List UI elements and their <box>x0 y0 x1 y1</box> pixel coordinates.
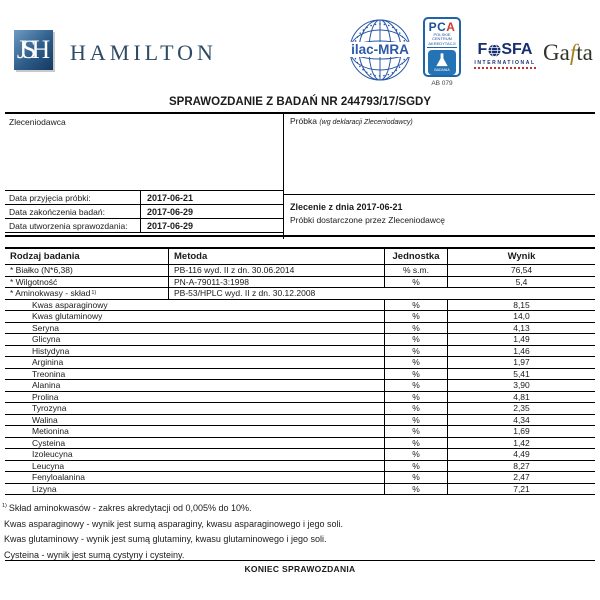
test-unit: % <box>384 403 447 414</box>
date-row <box>5 204 283 218</box>
test-name: Izoleucyna <box>32 449 73 460</box>
ilac-globe-icon <box>348 17 412 83</box>
test-result: 2,35 <box>447 403 595 414</box>
test-method: PN-A-79011-3:1998 <box>168 277 384 288</box>
result-row <box>5 449 595 461</box>
result-row <box>5 392 595 404</box>
date-value: 2017-06-21 <box>147 192 194 203</box>
test-unit: % <box>384 346 447 357</box>
pca-scope: BADANIA <box>434 68 450 73</box>
dates-table <box>5 190 283 233</box>
date-label: Data utworzenia sprawozdania: <box>5 219 141 232</box>
test-name: Kwas glutaminowy <box>32 311 103 322</box>
order-date: Zlecenie z dnia 2017-06-21 <box>290 202 403 212</box>
result-row <box>5 415 595 427</box>
jsh-logo <box>14 30 53 70</box>
date-label: Data zakończenia badań: <box>5 205 141 218</box>
pca-word: PCA <box>428 20 456 34</box>
test-name: Glicyna <box>32 334 61 345</box>
results-rows <box>5 265 595 495</box>
test-unit: % <box>384 380 447 391</box>
test-result: 8,15 <box>447 300 595 311</box>
fosfa-word: F SFA <box>477 41 533 58</box>
test-unit: % <box>384 484 447 495</box>
flask-icon <box>431 52 453 69</box>
test-name: * Wilgotność <box>10 276 58 287</box>
delivery-note: Próbki dostarczone przez Zleceniodawcę <box>290 215 445 225</box>
test-result: 4,49 <box>447 449 595 460</box>
footnote-line: Kwas asparaginowy - wynik jest sumą asparaginy, kwasu asparaginowego i jego soli. <box>4 518 344 529</box>
date-label: Data przyjęcia próbki: <box>5 191 141 204</box>
test-result: 1,69 <box>447 426 595 437</box>
end-of-report-label: KONIEC SPRAWOZDANIA <box>244 564 356 574</box>
test-result: 7,21 <box>447 484 595 495</box>
test-result: 5,4 <box>447 277 595 288</box>
test-name: Lizyna <box>32 483 57 494</box>
test-result: 3,90 <box>447 380 595 391</box>
result-row <box>5 369 595 381</box>
result-row <box>5 484 595 496</box>
result-row <box>5 334 595 346</box>
test-name: Histydyna <box>32 345 70 356</box>
test-name: Leucyna <box>32 460 65 471</box>
test-unit: % <box>384 438 447 449</box>
test-result: 5,41 <box>447 369 595 380</box>
test-method: PB-116 wyd. II z dn. 30.06.2014 <box>168 265 384 276</box>
test-unit: % <box>384 311 447 322</box>
gafta-wheat-f: f <box>569 40 577 65</box>
jsh-monogram: JSH <box>16 35 46 64</box>
sample-header: Próbka (wg deklaracji Zleceniodawcy) <box>290 116 413 126</box>
test-unit: % s.m. <box>384 265 447 276</box>
header-rodzaj-badania: Rodzaj badania <box>10 251 80 262</box>
result-row <box>5 380 595 392</box>
results-header-row <box>5 249 595 265</box>
test-unit: % <box>384 323 447 334</box>
result-row <box>5 323 595 335</box>
test-unit: % <box>384 392 447 403</box>
test-unit: % <box>384 357 447 368</box>
test-result: 14,0 <box>447 311 595 322</box>
test-method: PB-53/HPLC wyd. II z dn. 30.12.2008 <box>168 288 384 299</box>
ilac-mra-stamp <box>348 17 412 88</box>
test-name: Treonina <box>32 368 66 379</box>
pca-badge <box>428 50 456 75</box>
pca-accreditation-number: AB 079 <box>431 80 453 87</box>
header-metoda: Metoda <box>168 249 384 264</box>
report-title: SPRAWOZDANIE Z BADAŃ NR 244793/17/SGDY <box>168 96 431 108</box>
test-unit <box>384 288 447 299</box>
test-name: Arginina <box>32 357 64 368</box>
test-unit: % <box>384 277 447 288</box>
info-section <box>5 112 595 237</box>
date-value: 2017-06-29 <box>147 206 194 217</box>
ilac-label: ilac-MRA <box>351 42 409 57</box>
date-row <box>5 190 283 204</box>
test-result: 1,46 <box>447 346 595 357</box>
pca-logo <box>423 17 461 77</box>
test-unit: % <box>384 426 447 437</box>
test-name: Fenyloalanina <box>32 472 85 483</box>
result-row <box>5 357 595 369</box>
result-row <box>5 403 595 415</box>
sample-header-note: (wg deklaracji Zleceniodawcy) <box>319 119 413 126</box>
order-info <box>284 195 595 225</box>
header-wynik: Wynik <box>447 249 595 264</box>
header-jednostka: Jednostka <box>384 249 447 264</box>
test-unit: % <box>384 300 447 311</box>
test-result: 1,42 <box>447 438 595 449</box>
results-table <box>5 247 595 495</box>
test-result: 4,81 <box>447 392 595 403</box>
test-result <box>447 288 595 299</box>
fosfa-globe-icon <box>488 44 501 57</box>
sample-panel <box>283 114 595 239</box>
test-result: 4,13 <box>447 323 595 334</box>
test-name: Prolina <box>32 391 59 402</box>
footnote-line: Cysteina - wynik jest sumą cystyny i cysteiny. <box>4 549 185 560</box>
sample-details <box>284 114 595 195</box>
date-row <box>5 218 283 232</box>
end-divider <box>5 560 595 561</box>
test-name: Seryna <box>32 322 59 333</box>
test-result: 1,97 <box>447 357 595 368</box>
test-name: Kwas asparaginowy <box>32 299 108 310</box>
test-result: 76,54 <box>447 265 595 276</box>
test-unit: % <box>384 461 447 472</box>
fosfa-subtitle: INTERNATIONAL <box>474 60 536 69</box>
result-row <box>5 311 595 323</box>
test-unit: % <box>384 334 447 345</box>
test-unit: % <box>384 472 447 483</box>
test-result: 4,34 <box>447 415 595 426</box>
footnote-line: $^{1)}$ Skład aminokwasów - zakres akredytacji od 0,005% do 10%. <box>2 503 252 513</box>
fosfa-logo <box>474 42 536 69</box>
result-row <box>5 300 595 312</box>
test-result: 1,49 <box>447 334 595 345</box>
test-name: Walina <box>32 414 58 425</box>
client-label: Zleceniodawca <box>9 117 66 127</box>
date-value: 2017-06-29 <box>147 220 194 231</box>
result-row <box>5 472 595 484</box>
test-name: * Białko (N*6,38) <box>10 265 73 276</box>
test-unit: % <box>384 449 447 460</box>
pca-org-text: POLSKIE CENTRUM AKREDYTACJI <box>427 33 457 48</box>
result-row <box>5 288 595 300</box>
result-row <box>5 346 595 358</box>
test-unit: % <box>384 415 447 426</box>
footnotes <box>2 500 343 562</box>
result-row <box>5 461 595 473</box>
result-row <box>5 265 595 277</box>
test-name: * Aminokwasy - skład 1) <box>10 288 97 299</box>
footnote-line: Kwas glutaminowy - wynik jest sumą glutaminy, kwasu glutaminowego i jego soli. <box>4 534 327 544</box>
gafta-logo: Gafta <box>543 40 593 65</box>
test-name: Tyrozyna <box>32 403 67 414</box>
result-row <box>5 438 595 450</box>
brand-name: HAMILTON <box>70 40 217 65</box>
test-unit: % <box>384 369 447 380</box>
result-row <box>5 277 595 289</box>
result-row <box>5 426 595 438</box>
test-result: 8,27 <box>447 461 595 472</box>
test-name: Cysteina <box>32 437 66 448</box>
test-name: Alanina <box>32 380 61 391</box>
test-name: Metionina <box>32 426 69 437</box>
test-result: 2,47 <box>447 472 595 483</box>
